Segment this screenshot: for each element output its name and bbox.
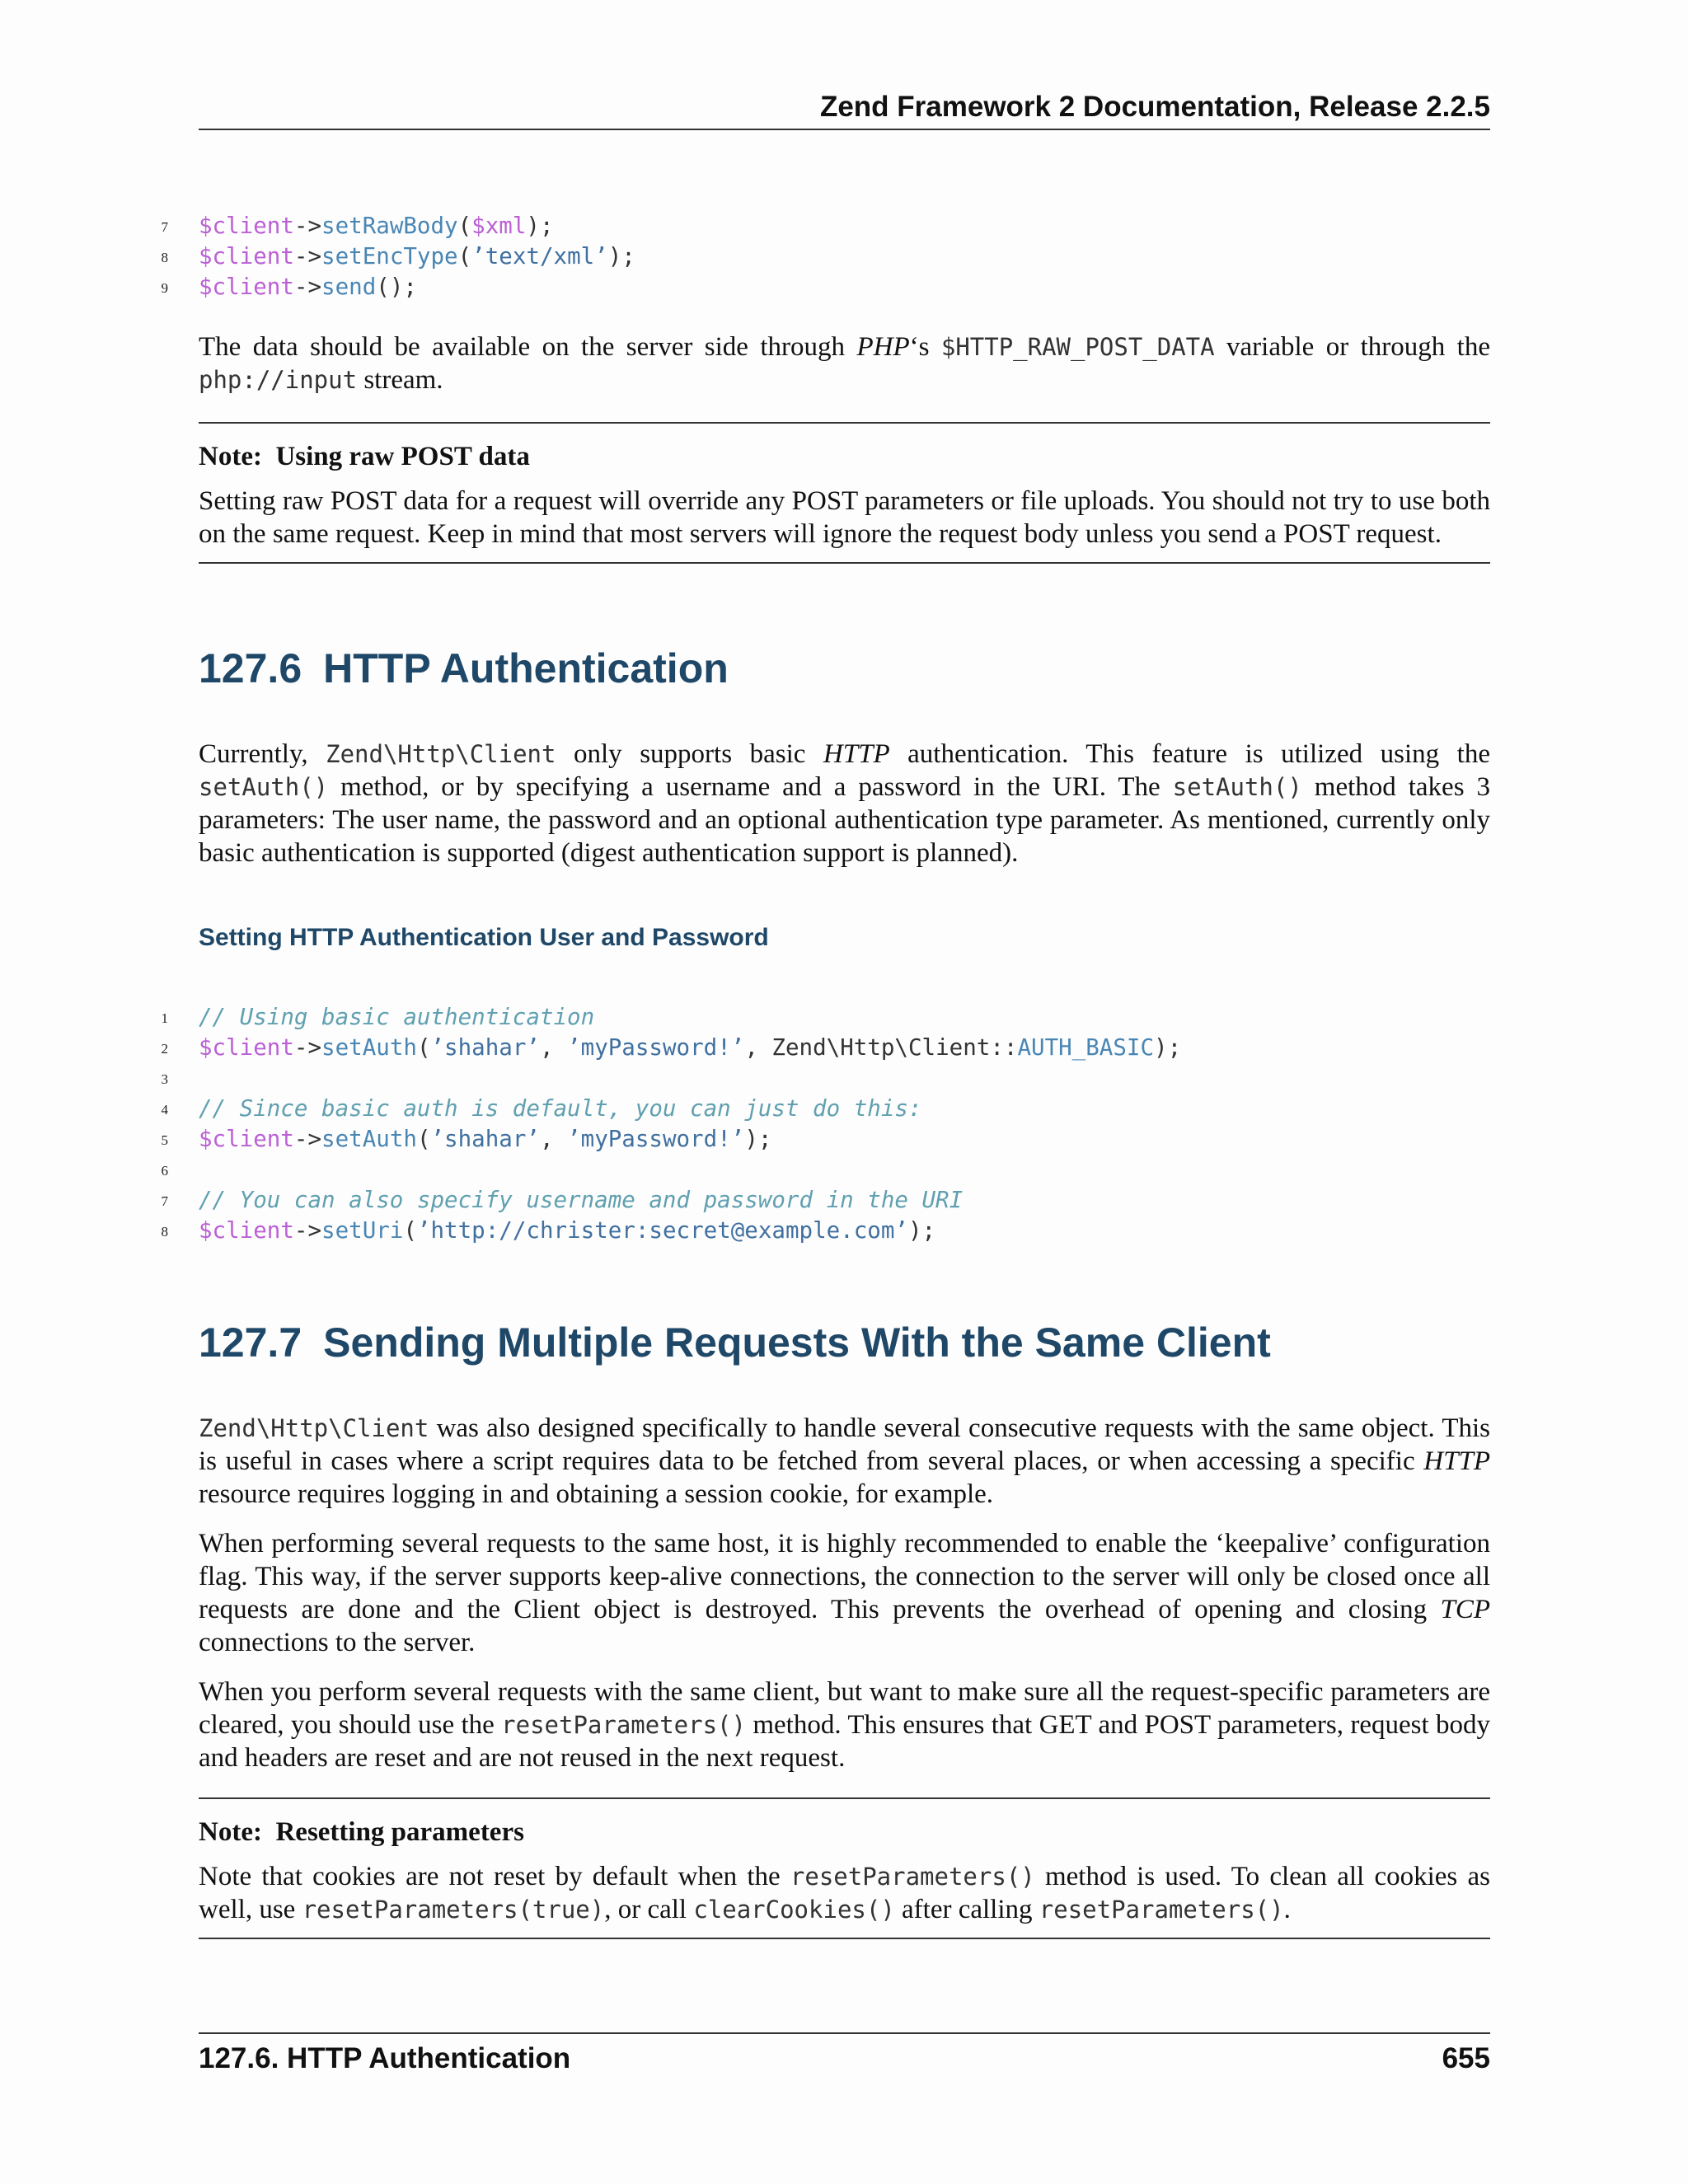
note-raw-post-data (199, 422, 1490, 564)
line-number: 9 (161, 280, 168, 296)
note-body: Setting raw POST data for a request will override any POST parameters or file uploads. You should not try to use both on the same request. Keep in mind that most servers will ignore the request body unless you send a POST request. (199, 486, 1490, 549)
code-line (0, 1185, 1490, 1216)
paragraph-text: Zend\Http\Client was also designed specifically to handle several consecutive requests with the same object. This is useful in cases where a script requires data to be fetched from several places, or when accessing a specific HTTP resource requires logging in and obtaining a session cookie, for example. (199, 1413, 1490, 1509)
paragraph-text: When performing several requests to the same host, it is highly recommended to enable the ‘keepalive’ configuration flag. This way, if the server supports keep-alive connections, the connection to the server will only be closed once all requests are done and the Client object is destroyed. This prevents the overhead of opening and closing TCP connections to the server. (199, 1529, 1490, 1657)
code-text: $client->setAuth(’shahar’, ’myPassword!’); (199, 1126, 772, 1152)
code-line (0, 1063, 1490, 1094)
section-heading-multiple-requests: 127.7 Sending Multiple Requests With the Same Client (199, 1319, 1271, 1366)
code-text: $client->setAuth(’shahar’, ’myPassword!’, Zend\Http\Client::AUTH_BASIC); (199, 1034, 1182, 1061)
code-text: // Since basic auth is default, you can just do this: (199, 1095, 922, 1122)
code-line (0, 211, 1490, 241)
code-line (0, 241, 1490, 272)
code-text: $client->setRawBody($xml); (199, 213, 554, 239)
line-number: 8 (161, 1224, 168, 1240)
note-title: Note: Resetting parameters (199, 1817, 524, 1847)
note-title: Note: Using raw POST data (199, 442, 530, 471)
code-line (0, 272, 1490, 302)
code-line (0, 1216, 1490, 1246)
running-header: Zend Framework 2 Documentation, Release 2.2.5 (199, 91, 1490, 130)
paragraph-raw-post-data (199, 330, 1490, 413)
section-multiple-requests-body (199, 1412, 1490, 1791)
subheading-auth-user-password: Setting HTTP Authentication User and Password (199, 924, 769, 951)
code-line (0, 1094, 1490, 1124)
line-number: 5 (161, 1132, 168, 1148)
code-line (0, 1124, 1490, 1155)
line-number: 7 (161, 1193, 168, 1209)
page-number: 655 (1442, 2042, 1490, 2074)
code-text: $client->setEncType(’text/xml’); (199, 243, 635, 269)
paragraph-text: When you perform several requests with the same client, but want to make sure all the request-specific parameters are cleared, you should use the resetParameters() method. This ensures that GET and POST parameters, request body and headers are reset and are not reused in the next request. (199, 1677, 1490, 1773)
running-footer (199, 2032, 1490, 2075)
paragraph-http-authentication (199, 738, 1490, 886)
code-block-raw-body (0, 211, 1490, 302)
line-number: 1 (161, 1010, 168, 1026)
line-number: 3 (161, 1071, 168, 1087)
line-number: 7 (161, 219, 168, 235)
code-text: // You can also specify username and password in the URI (199, 1187, 964, 1213)
code-line (0, 1033, 1490, 1063)
note-resetting-parameters (199, 1797, 1490, 1939)
code-line (0, 1155, 1490, 1185)
line-number: 6 (161, 1163, 168, 1179)
line-number: 8 (161, 250, 168, 265)
note-body: Note that cookies are not reset by default when the resetParameters() method is used. To clean all cookies as well, use resetParameters(true), or call clearCookies() after calling resetParameters(). (199, 1862, 1490, 1924)
paragraph-text: The data should be available on the server side through PHP‘s $HTTP_RAW_POST_DATA variable or through the php://input stream. (199, 332, 1490, 395)
footer-section-title: 127.6. HTTP Authentication (199, 2042, 571, 2074)
code-block-set-auth (0, 1002, 1490, 1246)
paragraph-text: Currently, Zend\Http\Client only supports basic HTTP authentication. This feature is utilized using the setAuth() method, or by specifying a username and a password in the URI. The setAuth() method takes 3 parameters: The user name, the password and an optional authentication type parameter. As mentioned, currently only basic authentication is supported (digest authentication support is planned). (199, 739, 1490, 868)
line-number: 4 (161, 1102, 168, 1118)
section-heading-http-authentication: 127.6 HTTP Authentication (199, 645, 729, 691)
code-text: // Using basic authentication (199, 1004, 595, 1030)
code-text: $client->setUri(’http://christer:secret@example.com’); (199, 1217, 936, 1244)
code-text: $client->send(); (199, 274, 417, 300)
code-line (0, 1002, 1490, 1033)
line-number: 2 (161, 1041, 168, 1057)
